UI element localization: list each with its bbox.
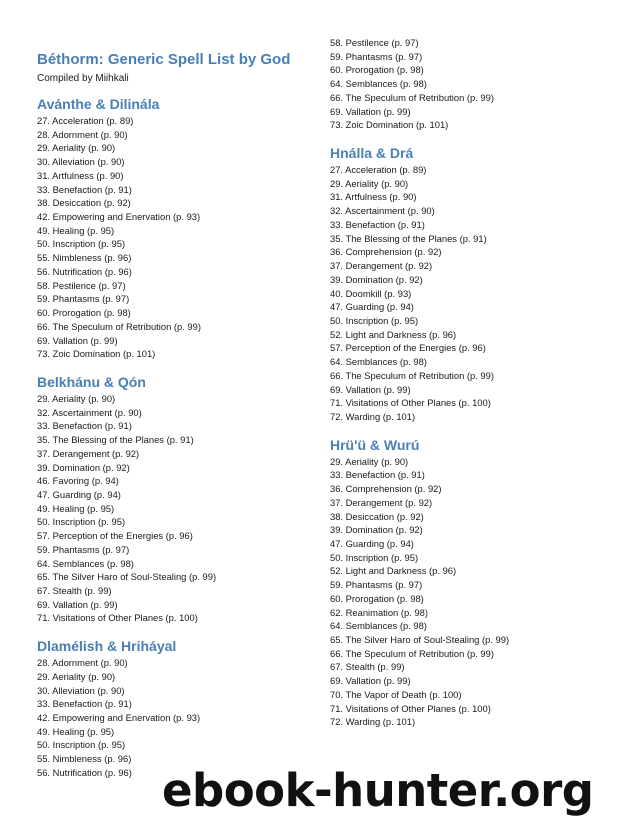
spell-list-item: 37. Derangement (p. 92): [330, 260, 433, 272]
spell-list-item: 50. Inscription (p. 95): [37, 516, 126, 528]
spell-list-item: 39. Domination (p. 92): [37, 461, 130, 473]
spell-list: [37, 114, 317, 361]
spell-list-item: 50. Inscription (p. 95): [37, 739, 126, 751]
spell-list-item: 31. Artfulness (p. 90): [37, 169, 124, 181]
spell-list-item: 67. Stealth (p. 99): [330, 661, 405, 673]
spell-list-item: 28. Adornment (p. 90): [37, 128, 128, 140]
spell-list-item: 33. Benefaction (p. 91): [37, 420, 132, 432]
spell-list-item: 71. Visitations of Other Planes (p. 100): [330, 397, 491, 409]
section-heading: Belkhánu & Qón: [37, 373, 146, 390]
spell-list-item: 49. Healing (p. 95): [37, 224, 115, 236]
spell-list-item: 66. The Speculum of Retribution (p. 99): [37, 320, 201, 332]
spell-list-item: 55. Nimbleness (p. 96): [37, 252, 132, 264]
spell-list-item: 60. Prorogation (p. 98): [330, 64, 424, 76]
spell-list-item: 31. Artfulness (p. 90): [330, 191, 417, 203]
spell-list-item: 59. Phantasms (p. 97): [37, 543, 130, 555]
spell-list-item: 42. Empowering and Enervation (p. 93): [37, 211, 201, 223]
spell-list-item: 38. Desiccation (p. 92): [330, 510, 424, 522]
spell-list-item: 64. Semblances (p. 98): [37, 557, 134, 569]
spell-list-item: 40. Doomkill (p. 93): [330, 287, 412, 299]
spell-list-item: 29. Aeriality (p. 90): [37, 670, 116, 682]
spell-list-item: 69. Vallation (p. 99): [37, 334, 118, 346]
spell-list-item: 60. Prorogation (p. 98): [37, 307, 131, 319]
spell-list-item: 71. Visitations of Other Planes (p. 100): [37, 612, 198, 624]
spell-list-item: 37. Derangement (p. 92): [37, 447, 140, 459]
spell-list-item: 33. Benefaction (p. 91): [330, 218, 425, 230]
spell-list-item: 35. The Blessing of the Planes (p. 91): [37, 434, 194, 446]
spell-list-item: 58. Pestilence (p. 97): [330, 37, 419, 48]
spell-list-item: 33. Benefaction (p. 91): [37, 698, 132, 710]
spell-list-item: 64. Semblances (p. 98): [330, 78, 427, 90]
spell-list-item: 29. Aeriality (p. 90): [330, 177, 409, 189]
spell-list-item: 66. The Speculum of Retribution (p. 99): [330, 91, 494, 103]
spell-list-item: 47. Guarding (p. 94): [330, 538, 414, 549]
document-title: Béthorm: Generic Spell List by God: [37, 51, 291, 68]
spell-list-item: 36. Comprehension (p. 92): [330, 246, 442, 258]
spell-list-item: 59. Phantasms (p. 97): [37, 293, 130, 305]
spell-list-item: 60. Prorogation (p. 98): [330, 592, 424, 604]
spell-list-item: 67. Stealth (p. 99): [37, 585, 112, 596]
spell-list-item: 72. Warding (p. 101): [330, 716, 416, 728]
spell-list-item: 50. Inscription (p. 95): [330, 551, 419, 563]
spell-list-item: 69. Vallation (p. 99): [37, 598, 118, 610]
spell-list-item: 73. Zoic Domination (p. 101): [37, 348, 156, 360]
spell-list-item: 39. Domination (p. 92): [330, 524, 423, 536]
spell-list-item: 50. Inscription (p. 95): [330, 314, 419, 326]
spell-list: [330, 455, 620, 729]
right-column: [330, 36, 620, 729]
spell-list: [37, 656, 317, 779]
spell-list-item: 56. Nutrification (p. 96): [37, 265, 132, 277]
section-heading: Hnálla & Drá: [330, 145, 414, 162]
spell-section-dlamelish-hrihayal: [37, 636, 317, 779]
section-heading: Hrü'ü & Wurú: [330, 436, 420, 453]
spell-list-item: 64. Semblances (p. 98): [330, 620, 427, 632]
spell-list-item: 71. Visitations of Other Planes (p. 100): [330, 702, 491, 714]
document-subtitle: Compiled by Miihkali: [37, 73, 129, 84]
left-column: [37, 50, 317, 780]
spell-list-item: 47. Guarding (p. 94): [330, 301, 414, 313]
spell-list-item: 30. Alleviation (p. 90): [37, 684, 125, 696]
spell-list-item: 57. Perception of the Energies (p. 96): [330, 342, 486, 354]
spell-list-item: 36. Comprehension (p. 92): [330, 483, 442, 495]
spell-list-item: 30. Alleviation (p. 90): [37, 156, 125, 168]
spell-section-hru-u-wuru: [330, 435, 620, 729]
spell-list-item: 69. Vallation (p. 99): [330, 383, 411, 395]
spell-list-item: 29. Aeriality (p. 90): [37, 392, 116, 404]
spell-section-belkhanu-qon: [37, 372, 317, 625]
spell-list-item: 29. Aeriality (p. 90): [330, 455, 409, 467]
spell-list-item: 49. Healing (p. 95): [37, 502, 115, 514]
spell-list-item: 59. Phantasms (p. 97): [330, 579, 423, 591]
spell-list-item: 58. Pestilence (p. 97): [37, 279, 126, 291]
spell-list-item: 69. Vallation (p. 99): [330, 105, 411, 117]
spell-list-item: 65. The Silver Haro of Soul-Stealing (p. 99): [37, 571, 217, 583]
spell-list-item: 52. Light and Darkness (p. 96): [330, 565, 457, 577]
spell-list-item: 29. Aeriality (p. 90): [37, 142, 116, 154]
spell-list: [37, 392, 317, 625]
spell-list-item: 59. Phantasms (p. 97): [330, 50, 423, 62]
spell-list-item: 56. Nutrification (p. 96): [37, 766, 132, 778]
watermark: ebook-hunter.org: [162, 764, 594, 817]
spell-list-item: 35. The Blessing of the Planes (p. 91): [330, 232, 487, 244]
spell-list-item: 37. Derangement (p. 92): [330, 496, 433, 508]
spell-section-continued: [330, 36, 620, 132]
section-heading: Dlamélish & Hriháyal: [37, 638, 177, 655]
spell-list-item: 39. Domination (p. 92): [330, 273, 423, 285]
spell-list-item: 38. Desiccation (p. 92): [37, 197, 131, 209]
spell-section-avanthe-dilinala: [37, 94, 317, 361]
spell-list-item: 42. Empowering and Enervation (p. 93): [37, 712, 201, 724]
spell-list-item: 64. Semblances (p. 98): [330, 356, 427, 368]
spell-list-item: 27. Acceleration (p. 89): [330, 164, 427, 176]
spell-list-item: 32. Ascertainment (p. 90): [330, 205, 435, 217]
spell-list-item: 28. Adornment (p. 90): [37, 657, 128, 669]
spell-list-item: 33. Benefaction (p. 91): [330, 469, 425, 481]
spell-list-item: 27. Acceleration (p. 89): [37, 115, 134, 126]
spell-list-item: 72. Warding (p. 101): [330, 410, 416, 422]
spell-list-item: 47. Guarding (p. 94): [37, 488, 121, 500]
spell-list-item: 55. Nimbleness (p. 96): [37, 753, 132, 765]
spell-list-item: 73. Zoic Domination (p. 101): [330, 119, 449, 131]
spell-list-item: 49. Healing (p. 95): [37, 725, 115, 737]
right-sections: [330, 36, 620, 729]
spell-list-item: 69. Vallation (p. 99): [330, 675, 411, 687]
spell-list-item: 57. Perception of the Energies (p. 96): [37, 530, 193, 542]
spell-list-item: 50. Inscription (p. 95): [37, 238, 126, 250]
spell-list-item: 33. Benefaction (p. 91): [37, 183, 132, 195]
spell-list-item: 70. The Vapor of Death (p. 100): [330, 688, 462, 700]
spell-section-hnalla-dra: [330, 143, 620, 424]
spell-list-item: 52. Light and Darkness (p. 96): [330, 328, 457, 340]
spell-list-item: 66. The Speculum of Retribution (p. 99): [330, 369, 494, 381]
left-sections: [37, 94, 317, 780]
spell-list-item: 46. Favoring (p. 94): [37, 475, 119, 487]
section-heading: Avánthe & Dilinála: [37, 96, 160, 112]
spell-list: [330, 163, 620, 424]
spell-list-item: 32. Ascertainment (p. 90): [37, 406, 142, 418]
spell-list-item: 65. The Silver Haro of Soul-Stealing (p. 99): [330, 634, 510, 646]
spell-list: [330, 36, 620, 132]
spell-list-item: 62. Reanimation (p. 98): [330, 606, 428, 618]
spell-list-item: 66. The Speculum of Retribution (p. 99): [330, 647, 494, 659]
